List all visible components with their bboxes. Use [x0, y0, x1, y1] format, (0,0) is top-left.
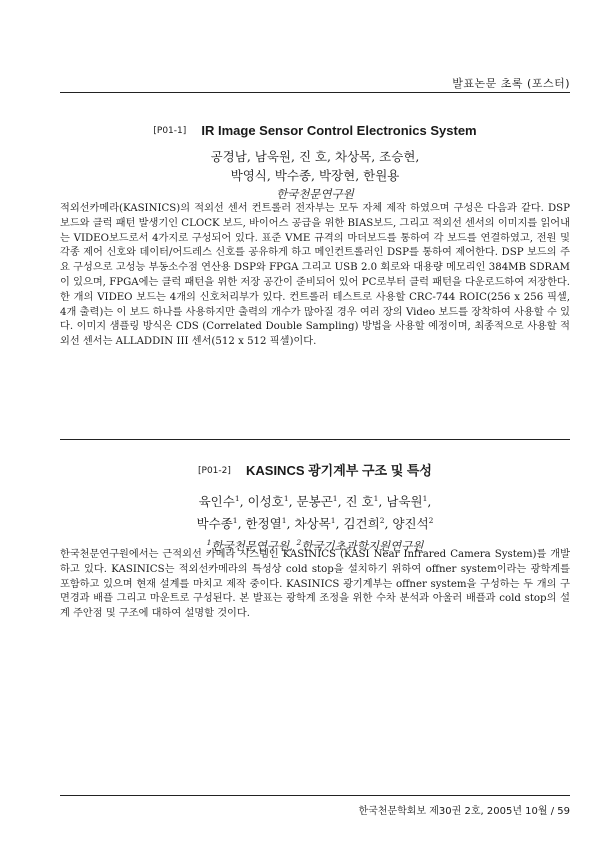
author-sup: 1 [281, 516, 287, 526]
author-sup: 1 [422, 494, 428, 503]
author-name: 양진석 [392, 516, 429, 532]
author-sup: 1 [234, 494, 240, 503]
author-name: 이성호 [247, 494, 284, 510]
affiliation-name: 한국천문연구원 [211, 539, 290, 554]
paper2-affiliations: $^1$한국천문연구원, $^2$한국기초과학지원연구원 [206, 538, 424, 554]
author-sup: 1 [232, 516, 238, 526]
bottom-rule [60, 795, 570, 796]
section-divider [60, 439, 570, 440]
paper2-title-line [60, 460, 570, 479]
author-name: 진 호 [345, 494, 374, 510]
paper1-code: [P01-1] [153, 126, 187, 136]
paper1-title: IR Image Sensor Control Electronics System [201, 123, 477, 138]
affiliation-sup: 1 [206, 538, 212, 548]
author-name: 남욱원 [386, 494, 423, 510]
paper2-authors [60, 489, 570, 556]
paper1-authors [60, 147, 570, 204]
affiliation-name: 한국기초과학지원연구원 [301, 539, 424, 554]
author-name: 육인수 [198, 494, 235, 510]
paper1-authors-line1: 공경남, 남욱원, 진 호, 차상목, 조승현, [210, 149, 420, 164]
author-name: 차상목 [294, 516, 331, 532]
author-name: 문봉곤 [296, 494, 333, 510]
paper2-title: KASINCS 광기계부 구조 및 특성 [246, 463, 432, 478]
page-footer: 한국천문학회보 제30권 2호, 2005년 10월 / 59 [358, 806, 570, 817]
affiliation-sup: 2 [296, 538, 302, 548]
author-sup: 1 [330, 516, 336, 526]
author-name: 한정열 [245, 516, 282, 532]
paper2-abstract: 한국천문연구원에서는 근적외선 카메라 시스템인 KASINICS (KASI Near Infrared Camera System)를 개발하고 있다. KASINICS는 적외선카메라의 특성상 cold stop을 설치하기 위하여 offner system이라는 광학계를 포함하고 있으며 현재 설계를 마치고 제작 중이다. KASINICS 광기계부는 offner system을 구성하는 두 개의 구면경과 배플 그리고 마운트로 구성된다. 본 발표는 광학계 조정을 위한 수차 분석과 아울러 배플과 cold stop의 설계 주안점 및 구조에 대하여 설명할 것이다. [60, 549, 570, 620]
author-name: 박수종 [196, 516, 233, 532]
section-header: 발표논문 초록 (포스터) [452, 77, 570, 90]
author-sup: 1 [332, 494, 338, 503]
paper1-authors-line2: 박영식, 박수종, 박장현, 한원용 [230, 168, 400, 183]
author-sup: 1 [373, 494, 379, 503]
paper2-authors-line2: 박수종$^1$, 한정열$^1$, 차상목$^1$, 김건희$^2$, 양진석$^2$ [196, 516, 434, 532]
paper1-affiliation: 한국천문연구원 [276, 187, 354, 201]
paper2-authors-line1: 육인수$^1$, 이성호$^1$, 문봉곤$^1$, 진 호$^1$, 남욱원$^1$, [198, 494, 432, 510]
author-sup: 1 [283, 494, 289, 503]
author-sup: 2 [379, 516, 385, 526]
paper1-abstract: 적외선카메라(KASINICS)의 적외선 센서 컨트롤러 전자부는 모두 자체 제작 하였으며 구성은 다음과 같다. DSP 보드와 클럭 패턴 발생기인 CLOCK 보드, 바이어스 공급을 위한 BIAS보드, 그리고 적외선 센서의 이미지를 읽어내는 VIDEO보드로서 4가지로 구성되어 있다. 표준 VME 규격의 마더보드를 통하여 각 보드를 연결하였고, 전원 및 각종 제어 신호와 데이터/어드레스 신호를 공유하게 하고 메인컨트롤러인 DSP를 통하여 제어한다. DSP 보드의 주요 구성으로 고성능 부동소수점 연산용 DSP와 FPGA 그리고 USB 2.0 회로와 대용량 메모리인 384MB SDRAM이 있으며, FPGA에는 클럭 패턴을 위한 저장 공간이 준비되어 있어 PC로부터 클럭 패턴을 다운로드하여 저장한다. 한 개의 VIDEO 보드는 4개의 신호처리부가 있다. 컨트롤러 테스트로 사용할 CRC-744 ROIC(256 x 256 픽셀, 4개 출력)는 이 보드 하나를 사용하지만 출력의 개수가 많아질 경우 여러 장의 Video 보드를 장착하여 사용할 수 있다. 이미지 샘플링 방식은 CDS (Correlated Double Sampling) 방법을 사용할 예정이며, 최종적으로 사용할 적외선 센서는 ALLADDIN III 센서(512 x 512 픽셀)이다. [60, 203, 570, 348]
top-rule [60, 92, 570, 93]
author-name: 김건희 [343, 516, 380, 532]
author-sup: 2 [428, 516, 434, 526]
paper1-title-line [60, 120, 570, 139]
paper2-code: [P01-2] [198, 466, 231, 476]
